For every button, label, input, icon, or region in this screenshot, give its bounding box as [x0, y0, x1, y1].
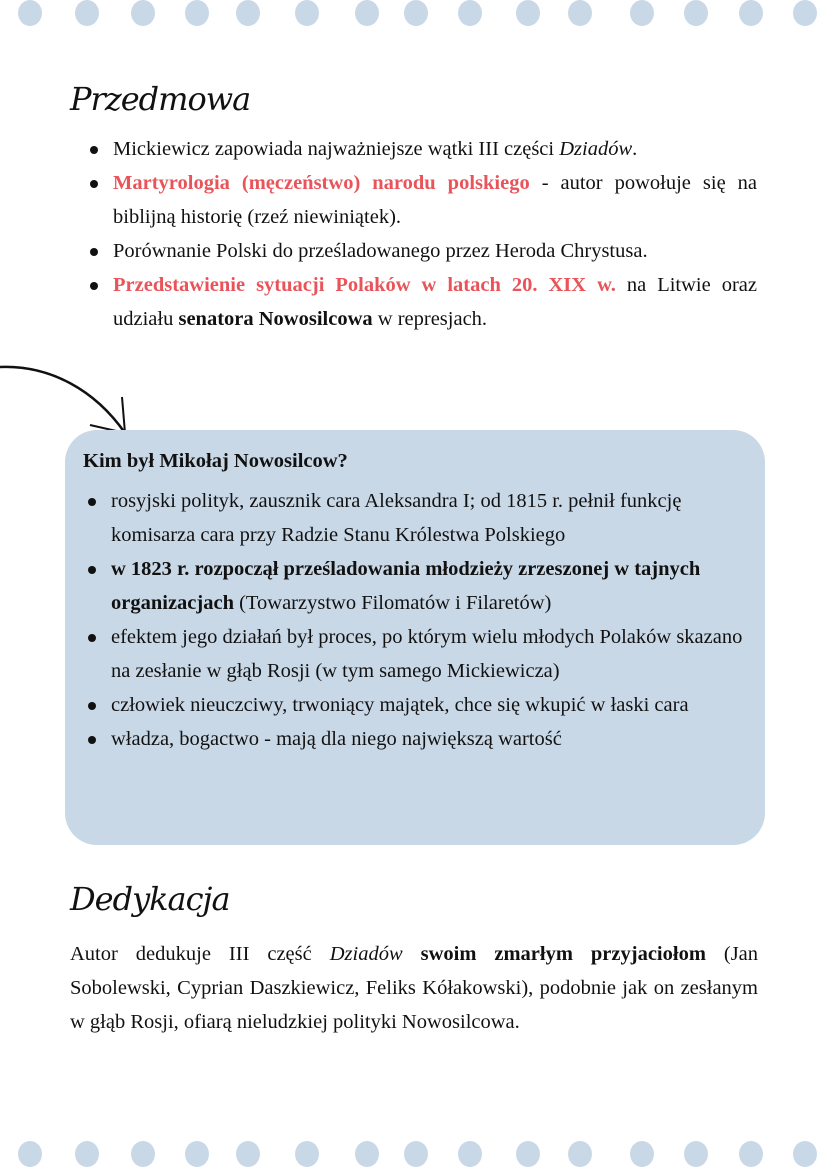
decorative-dot [75, 1141, 99, 1167]
text-run: - autor powołuje się na biblijną historię (rzeź niewiniątek). [113, 172, 757, 228]
text-run: (Jan Sobolewski, Cyprian Daszkiewicz, Feliks Kółakowski), podobnie jak on zesłanym w głąb Rosji, ofiarą nieludzkiej polityki Nowosilcowa. [70, 943, 759, 1033]
text-run: rosyjski polityk, zausznik cara Aleksandra I; od 1815 r. pełnił funkcję komisarza cara przy Radzie Stanu Królestwa Polskiego [111, 490, 682, 546]
text-run [403, 943, 421, 965]
list-item [87, 132, 757, 166]
text-run: (Towarzystwo Filomatów i Filaretów) [233, 592, 552, 614]
list-item [85, 620, 745, 688]
decorative-dot [131, 0, 155, 26]
przedmowa-list [87, 132, 757, 336]
list-item [85, 722, 745, 756]
decorative-dot [739, 0, 763, 26]
text-run: w 1823 r. rozpoczął prześladowania młodzieży zrzeszonej w tajnych organizacjach [111, 558, 701, 614]
nowosilcow-info-box [65, 430, 765, 845]
text-run: Martyrologia (męczeństwo) narodu polskiego [113, 172, 530, 194]
decorative-dot [684, 0, 708, 26]
list-item [87, 234, 757, 268]
text-run: . [632, 138, 638, 160]
decorative-dot [355, 0, 379, 26]
text-run: w represjach. [372, 308, 488, 330]
text-run: Porównanie Polski do prześladowanego przez Heroda Chrystusa. [113, 240, 648, 262]
decorative-dot [684, 1141, 708, 1167]
decorative-dot [236, 0, 260, 26]
decorative-dot [739, 1141, 763, 1167]
decorative-dot [355, 1141, 379, 1167]
text-run: senatora Nowosilcowa [178, 308, 373, 330]
decorative-dot [18, 0, 42, 26]
decorative-dot [458, 0, 482, 26]
decorative-dot [295, 1141, 319, 1167]
decorative-dot [793, 0, 817, 26]
text-run: efektem jego działań był proces, po którym wielu młodych Polaków skazano na zesłanie w głąb Rosji (w tym samego Mickiewicza) [111, 626, 743, 682]
decorative-dot [793, 1141, 817, 1167]
text-run: Autor dedukuje III część [70, 943, 330, 965]
decorative-dot [568, 1141, 592, 1167]
list-item [85, 552, 745, 620]
heading-dedykacja: Dedykacja [70, 880, 230, 918]
text-run: Mickiewicz zapowiada najważniejsze wątki III części [113, 138, 560, 160]
decorative-dot [185, 0, 209, 26]
decorative-dot [295, 0, 319, 26]
heading-przedmowa: Przedmowa [70, 80, 251, 118]
text-run: na Litwie oraz udziału [113, 274, 757, 330]
top-dot-border [0, 0, 828, 30]
decorative-dot [236, 1141, 260, 1167]
decorative-dot [630, 1141, 654, 1167]
text-run: człowiek nieuczciwy, trwoniący majątek, chce się wkupić w łaski cara [111, 694, 689, 716]
list-item [87, 268, 757, 336]
decorative-dot [131, 1141, 155, 1167]
decorative-dot [18, 1141, 42, 1167]
decorative-dot [516, 1141, 540, 1167]
decorative-dot [516, 0, 540, 26]
decorative-dot [75, 0, 99, 26]
decorative-dot [458, 1141, 482, 1167]
text-run: Przedstawienie sytuacji Polaków w latach 20. XIX w. [113, 274, 616, 296]
decorative-dot [404, 1141, 428, 1167]
list-item [85, 688, 745, 722]
nowosilcow-list [85, 484, 745, 756]
dedykacja-paragraph [70, 937, 758, 1039]
decorative-dot [568, 0, 592, 26]
box-title: Kim był Mikołaj Nowosilcow? [83, 450, 348, 472]
decorative-dot [630, 0, 654, 26]
decorative-dot [185, 1141, 209, 1167]
text-run: władza, bogactwo - mają dla niego największą wartość [111, 728, 562, 750]
text-run: swoim zmarłym przyjaciołom [420, 943, 706, 965]
bottom-dot-border [0, 1141, 828, 1171]
list-item [85, 484, 745, 552]
text-run: Dziadów [559, 138, 633, 160]
list-item [87, 166, 757, 234]
text-run: Dziadów [329, 943, 403, 965]
decorative-dot [404, 0, 428, 26]
